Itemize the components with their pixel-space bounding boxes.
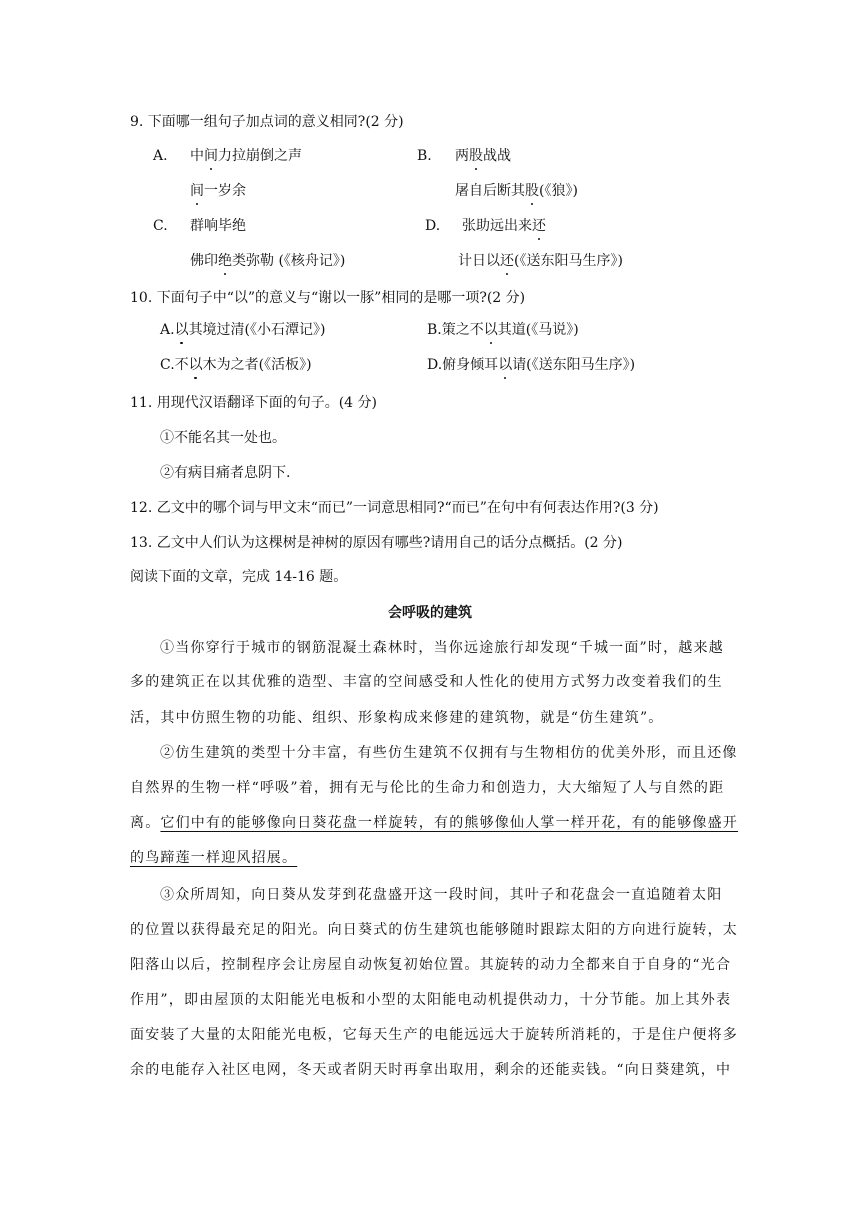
emphasis-dot-char: 绝 (218, 253, 232, 269)
article-paragraph-line: 自然界的生物一样“呼吸”着，拥有无与伦比的生命力和创造力，大大缩短了人与自然的距 (130, 780, 725, 796)
emphasis-dot-char: 间 (204, 148, 218, 164)
q10-option-c: C.不以木为之者(《活板》) (160, 357, 312, 373)
article-paragraph-line: 余的电能存入社区电网，冬天或者阴天时再拿出取用，剩余的还能卖钱。“向日葵建筑，中 (130, 1062, 732, 1078)
q11-sentence2: ②有病目痛者息阴下. (160, 465, 291, 481)
q9-option-b-label: B. (417, 148, 432, 164)
q10-option-a: A.以其境过清(《小石潭记》) (160, 322, 326, 338)
emphasis-dot-char: 以 (498, 357, 513, 373)
article-paragraph-line: 离。它们中有的能够像向日葵花盘一样旋转，有的熊够像仙人掌一样开花，有的能够像盛开 (130, 815, 739, 831)
q9-option-c-sentence2: 佛印绝类弥勒 (《核舟记》) (190, 253, 346, 269)
emphasis-dot-char: 间 (190, 183, 204, 199)
emphasis-dot-char: 还 (532, 218, 546, 234)
underlined-passage: 的鸟蹄莲一样迎风招展。 (130, 850, 298, 866)
q9-stem: 9. 下面哪一组句子加点词的意义相同?(2 分) (130, 114, 404, 130)
q9-option-c-label: C. (153, 218, 168, 234)
q9-option-d-sentence2: 计日以还(《送东阳马生序》) (458, 253, 623, 269)
q9-option-b-sentence1: 两股战战 (455, 148, 511, 164)
article-paragraph-line: 阳落山以后，控制程序会让房屋自动恢复初始位置。其旋转的动力全都来自于自身的“光合 (130, 957, 732, 973)
q9-option-c-sentence1: 群响毕绝 (190, 218, 246, 234)
article-paragraph-line: ①当你穿行于城市的钢筋混凝土森林时，当你远途旅行却发现“千城一面”时，越来越 (160, 640, 724, 656)
q9-option-a-sentence2: 间一岁余 (190, 183, 246, 199)
article-paragraph-line: ③众所周知，向日葵从发芽到花盘盛开这一段时间，其叶子和花盘会一直追随着太阳 (160, 887, 723, 903)
q10-stem: 10. 下面句子中“以”的意义与“谢以一豚”相同的是哪一项?(2 分) (130, 290, 526, 306)
q9-option-a-label: A. (153, 148, 168, 164)
emphasis-dot-char: 以 (483, 322, 498, 338)
emphasis-dot-char: 股 (469, 148, 483, 164)
q10-option-d: D.俯身倾耳以请(《送东阳马生序》) (427, 357, 636, 373)
q10-option-b: B.策之不以其道(《马说》) (427, 322, 579, 338)
article-title: 会呼吸的建筑 (388, 605, 472, 621)
emphasis-dot-char: 以 (188, 357, 203, 373)
q9-option-d-sentence1: 张助远出来还 (462, 218, 546, 234)
underlined-passage: 它们中有的能够像向日葵花盘一样旋转，有的熊够像仙人掌一样开花，有的能够像盛开 (160, 815, 739, 831)
article-paragraph-line: ②仿生建筑的类型十分丰富，有些仿生建筑不仅拥有与生物相仿的优美外形，而且还像 (160, 745, 738, 761)
q12-stem: 12. 乙文中的哪个词与甲文末“而已”一词意思相同?“而已”在句中有何表达作用?(3 分) (130, 500, 659, 516)
q9-option-a-sentence1: 中间力拉崩倒之声 (190, 148, 302, 164)
article-paragraph-line: 的位置以获得最充足的阳光。向日葵式的仿生建筑也能够随时跟踪太阳的方向进行旋转，太 (130, 922, 738, 938)
article-paragraph-line: 活，其中仿照生物的功能、组织、形象构成来修建的建筑物，就是“仿生建筑”。 (130, 710, 664, 726)
emphasis-dot-char: 股 (525, 183, 539, 199)
q9-option-d-label: D. (425, 218, 441, 234)
q11-stem: 11. 用现代汉语翻译下面的句子。(4 分) (130, 395, 377, 411)
q13-stem: 13. 乙文中人们认为这棵树是神树的原因有哪些?请用自己的话分点概括。(2 分) (130, 535, 623, 551)
q11-sentence1: ①不能名其一处也。 (160, 430, 286, 446)
emphasis-dot-char: 还 (500, 253, 514, 269)
article-paragraph-line: 多的建筑正在以其优雅的造型、丰富的空间感受和人性化的使用方式努力改变着我们的生 (130, 674, 723, 690)
article-paragraph-line: 面安装了大量的太阳能光电板，它每天生产的电能远远大于旋转所消耗的，于是住户便将多 (130, 1027, 738, 1043)
emphasis-dot-char: 以 (174, 322, 189, 338)
reading-instruction: 阅读下面的文章，完成 14-16 题。 (130, 569, 348, 585)
article-paragraph-line: 作用”，即由屋顶的太阳能光电板和小型的太阳能电动机提供动力，十分节能。加上其外表 (130, 992, 732, 1008)
q9-option-b-sentence2: 屠自后断其股(《狼》) (455, 183, 578, 199)
